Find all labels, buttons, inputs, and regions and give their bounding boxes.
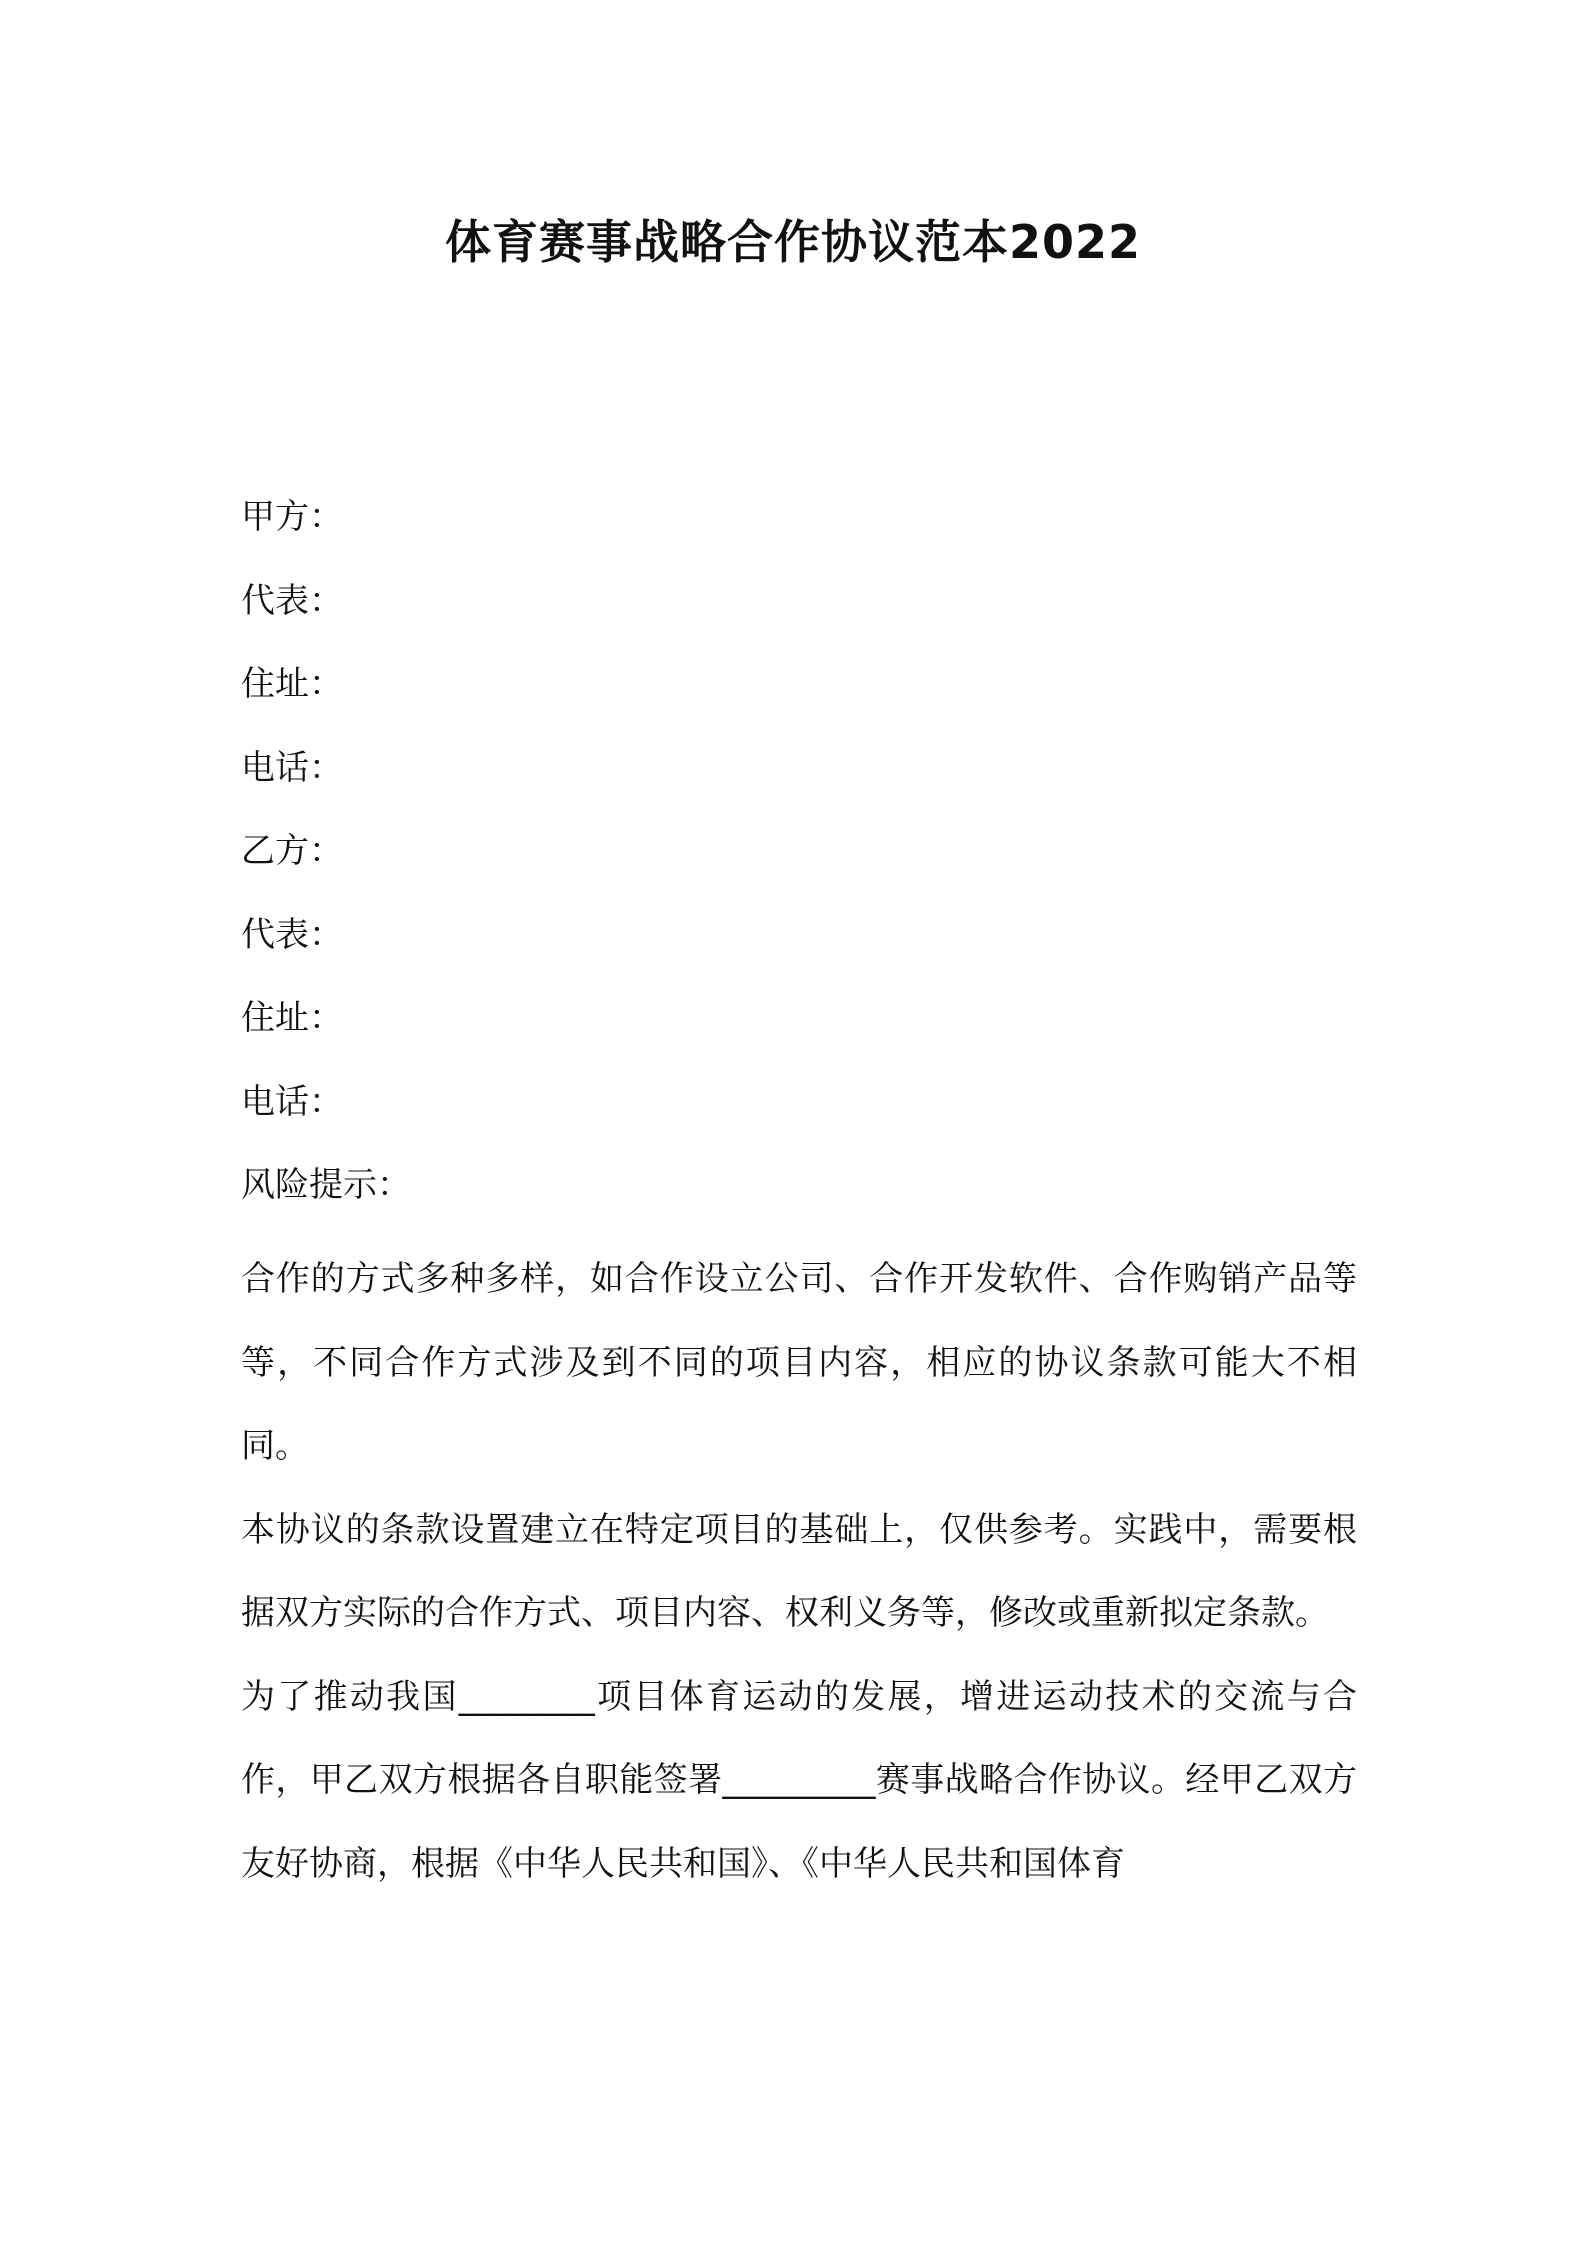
paragraph-cooperation-methods: 合作的方式多种多样，如合作设立公司、合作开发软件、合作购销产品等等，不同合作方式涉及到不同的项目内容，相应的协议条款可能大不相同。 xyxy=(241,1259,1357,1466)
paragraph-agreement-intro: 为了推动我国________项目体育运动的发展，增进运动技术的交流与合作，甲乙双方根据各自职能签署_________赛事战略合作协议。经甲乙双方友好协商，根据《中华人民共和国》、《中华人民共和国体育 xyxy=(241,1676,1357,1884)
field-party-a-address: 住址： xyxy=(241,664,343,704)
party-info-list xyxy=(241,487,1351,1239)
field-party-a: 甲方： xyxy=(241,497,343,537)
document-title: 体育赛事战略合作协议范本2022 xyxy=(444,215,1142,269)
field-risk-notice: 风险提示： xyxy=(241,1165,411,1205)
field-party-b-representative: 代表： xyxy=(241,914,343,955)
document-body xyxy=(241,1238,1357,1906)
field-party-b-phone: 电话： xyxy=(241,1081,343,1122)
field-party-a-representative: 代表： xyxy=(241,580,343,621)
field-party-b-address: 住址： xyxy=(241,998,343,1038)
paragraph-clause-reference: 本协议的条款设置建立在特定项目的基础上，仅供参考。实践中，需要根据双方实际的合作方式、项目内容、权利义务等，修改或重新拟定条款。 xyxy=(241,1509,1357,1633)
field-party-a-phone: 电话： xyxy=(241,747,343,788)
field-party-b: 乙方： xyxy=(241,831,343,871)
